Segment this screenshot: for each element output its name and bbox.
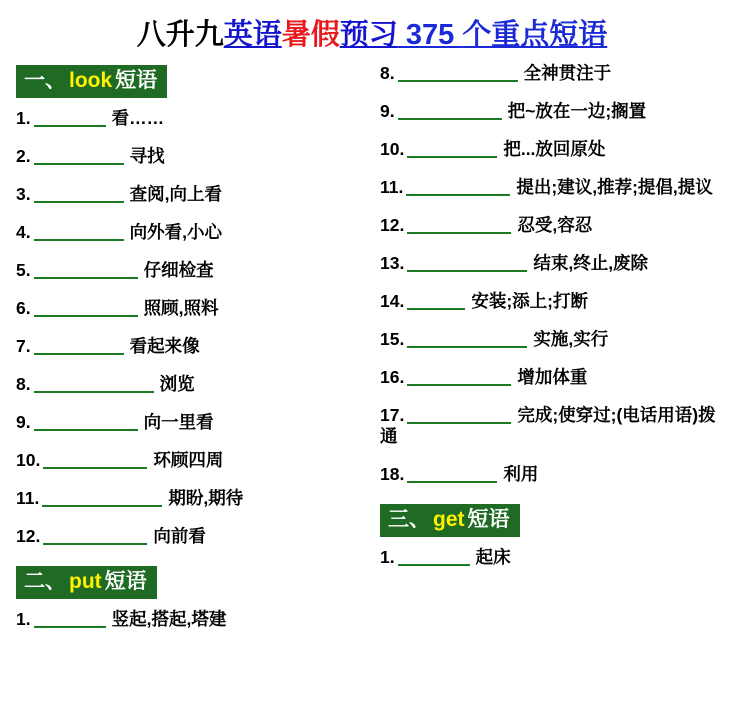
list-item (380, 329, 728, 350)
item-meaning: 竖起,搭起,塔建 (111, 609, 227, 630)
item-number: 1. (16, 108, 31, 129)
answer-blank[interactable] (398, 548, 470, 566)
answer-blank[interactable] (406, 178, 510, 196)
item-meaning: 照顾,照料 (143, 298, 219, 319)
answer-blank[interactable] (34, 147, 124, 165)
item-number: 11. (380, 176, 404, 197)
item-meaning: 寻找 (129, 146, 165, 167)
answer-blank[interactable] (407, 292, 465, 310)
title-part-3: 暑假 (281, 19, 340, 51)
item-number: 8. (16, 374, 31, 395)
list-item (16, 412, 364, 433)
section-index: 二、 (24, 570, 66, 594)
item-number: 9. (16, 412, 31, 433)
title-part-1: 八升九 (136, 19, 224, 51)
list-item (380, 177, 728, 198)
item-number: 6. (16, 298, 31, 319)
answer-blank[interactable] (398, 102, 502, 120)
list-item (380, 63, 728, 84)
item-number: 4. (16, 222, 31, 243)
answer-blank[interactable] (407, 465, 497, 483)
list-item (16, 450, 364, 471)
item-meaning: 仔细检查 (143, 260, 214, 281)
item-meaning: 全神贯注于 (523, 62, 612, 83)
item-meaning: 起床 (475, 547, 511, 568)
answer-blank[interactable] (407, 254, 527, 272)
item-meaning: 完成;使穿过;(电话用语)拨通 (380, 404, 716, 446)
answer-blank[interactable] (43, 451, 147, 469)
section-index: 三、 (388, 507, 430, 531)
title-part-2: 英语 (223, 19, 282, 51)
answer-blank[interactable] (34, 261, 138, 279)
list-item (16, 222, 364, 243)
answer-blank[interactable] (34, 299, 138, 317)
item-number: 12. (16, 526, 41, 547)
list-item (16, 488, 364, 509)
title-part-6: 个重点短语 (462, 19, 608, 51)
answer-blank[interactable] (407, 330, 527, 348)
answer-blank[interactable] (34, 375, 154, 393)
item-number: 1. (16, 609, 31, 630)
item-meaning: 结束,终止,废除 (533, 252, 649, 273)
answer-blank[interactable] (34, 109, 106, 127)
title-part-5: 375 (397, 19, 463, 51)
item-meaning: 环顾四周 (153, 450, 224, 471)
answer-blank[interactable] (407, 368, 511, 386)
item-number: 2. (16, 146, 31, 167)
list-item (380, 139, 728, 160)
right-column (372, 63, 736, 648)
item-meaning: 向外看,小心 (129, 222, 222, 243)
item-number: 5. (16, 260, 31, 281)
item-meaning: 把...放回原处 (503, 138, 606, 159)
item-meaning: 向前看 (153, 526, 206, 547)
item-meaning: 安装;添上;打断 (471, 290, 588, 311)
section-suffix: 短语 (104, 570, 147, 594)
item-meaning: 把~放在一边;搁置 (507, 100, 647, 121)
item-number: 18. (380, 463, 405, 484)
item-number: 3. (16, 184, 31, 205)
answer-blank[interactable] (34, 185, 124, 203)
answer-blank[interactable] (407, 216, 511, 234)
list-item (16, 374, 364, 395)
list-item (16, 108, 364, 129)
item-meaning: 向一里看 (143, 412, 214, 433)
section-index: 一、 (24, 68, 66, 92)
item-meaning: 期盼,期待 (168, 488, 244, 509)
item-meaning: 查阅,向上看 (129, 184, 222, 205)
list-item (380, 405, 728, 447)
section-keyword: get (433, 507, 465, 531)
item-number: 17. (380, 404, 405, 425)
list-item (16, 184, 364, 205)
section-keyword: look (69, 68, 113, 92)
item-meaning: 实施,实行 (533, 328, 609, 349)
list-item (16, 298, 364, 319)
list-item (16, 260, 364, 281)
section-header-get (380, 504, 520, 537)
item-number: 16. (380, 366, 405, 387)
list-item (380, 291, 728, 312)
item-meaning: 看…… (111, 108, 165, 129)
list-item (380, 464, 728, 485)
item-meaning: 增加体重 (517, 366, 588, 387)
item-number: 15. (380, 328, 405, 349)
item-number: 13. (380, 252, 405, 273)
answer-blank[interactable] (407, 140, 497, 158)
item-number: 11. (16, 488, 40, 509)
item-number: 10. (16, 450, 41, 471)
answer-blank[interactable] (43, 527, 147, 545)
section-suffix: 短语 (467, 507, 510, 531)
item-meaning: 看起来像 (129, 336, 200, 357)
section-header-put (16, 566, 157, 599)
item-number: 14. (380, 290, 405, 311)
list-item (380, 547, 728, 568)
item-meaning: 提出;建议,推荐;提倡,提议 (516, 176, 713, 197)
item-meaning: 利用 (503, 463, 539, 484)
list-item (16, 526, 364, 547)
item-number: 1. (380, 547, 395, 568)
list-item (16, 609, 364, 630)
title-part-4: 预习 (339, 19, 398, 51)
item-number: 7. (16, 336, 31, 357)
list-item (380, 101, 728, 122)
section-header-look (16, 65, 167, 98)
item-number: 8. (380, 62, 395, 83)
list-item (16, 146, 364, 167)
two-column-body (0, 63, 744, 648)
answer-blank[interactable] (42, 489, 162, 507)
item-number: 12. (380, 214, 405, 235)
item-meaning: 浏览 (159, 374, 195, 395)
list-item (16, 336, 364, 357)
list-item (380, 367, 728, 388)
list-item (380, 253, 728, 274)
item-number: 10. (380, 138, 405, 159)
left-column (8, 63, 372, 648)
item-meaning: 忍受,容忍 (517, 214, 593, 235)
section-suffix: 短语 (115, 68, 158, 92)
item-number: 9. (380, 100, 395, 121)
answer-blank[interactable] (34, 337, 124, 355)
answer-blank[interactable] (34, 610, 106, 628)
section-keyword: put (69, 570, 102, 594)
answer-blank[interactable] (34, 413, 138, 431)
page-title (0, 18, 744, 53)
list-item (380, 215, 728, 236)
answer-blank[interactable] (34, 223, 124, 241)
answer-blank[interactable] (407, 406, 511, 424)
answer-blank[interactable] (398, 64, 518, 82)
